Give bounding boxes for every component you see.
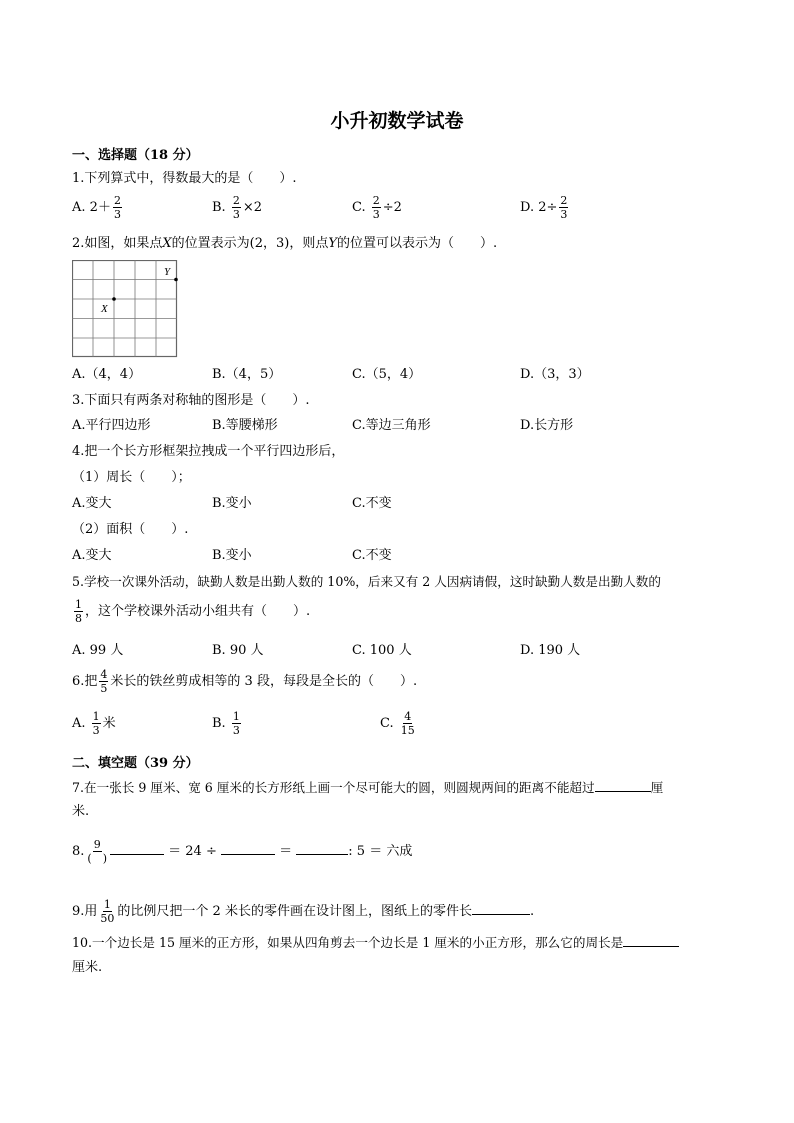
q7-answer-blank[interactable] <box>595 779 651 792</box>
q1-option-a: A. 2＋ $\frac{2}{3}$ <box>72 194 121 221</box>
q8-answer-blank-3[interactable] <box>296 842 348 855</box>
question-2-stem: 2.如图，如果点X的位置表示为(2，3)，则点Y的位置可以表示为（ ）. <box>72 236 498 251</box>
q4p2-option-b: B.变小 <box>212 548 252 563</box>
section-heading-fill: 二、填空题（39 分） <box>72 756 199 771</box>
q2-option-d: D.（3，3） <box>520 367 590 382</box>
question-4-stem: 4.把一个长方形框架拉拽成一个平行四边形后， <box>72 444 345 459</box>
q5-option-d: D. 190 人 <box>520 643 581 658</box>
q1-option-c: C. $\frac{2}{3}$ ÷2 <box>352 194 402 221</box>
q6-option-b: B. $\frac{1}{3}$ <box>212 710 240 737</box>
q1-option-d: D. 2÷ $\frac{2}{3}$ <box>520 194 568 221</box>
question-1-stem: 1.下列算式中，得数最大的是（ ）. <box>72 171 297 186</box>
q6-option-c: C. $\frac{4}{15}$ <box>380 710 415 737</box>
section-heading-choice: 一、选择题（18 分） <box>72 148 199 163</box>
q3-option-c: C.等边三角形 <box>352 418 431 433</box>
q4p2-option-c: C.不变 <box>352 548 392 563</box>
q3-option-d: D.长方形 <box>520 418 574 433</box>
q5-option-b: B. 90 人 <box>212 643 264 658</box>
question-6-stem: 6.把 $\frac{4}{5}$ 米长的铁丝剪成相等的 3 段，每段是全长的（ ）. <box>72 668 418 695</box>
page-title: 小升初数学试卷 <box>330 110 464 132</box>
q4p1-option-c: C.不变 <box>352 496 392 511</box>
question-4-part-2: （2）面积（ ）. <box>72 522 189 537</box>
q3-option-a: A.平行四边形 <box>72 418 151 433</box>
point-y <box>174 278 178 282</box>
question-5-stem: 5.学校一次课外活动，缺勤人数是出勤人数的 10%，后来又有 2 人因病请假，这时缺勤人数是出勤人数的 <box>72 574 661 589</box>
question-4-part-1: （1）周长（ ）； <box>72 470 191 485</box>
q9-answer-blank[interactable] <box>472 902 530 915</box>
question-7-line-1: 7.在一张长 9 厘米、宽 6 厘米的长方形纸上画一个尽可能大的圆，则圆规两间的距离不能超过 厘 <box>72 780 664 795</box>
label-x: X <box>101 303 108 315</box>
q2-option-c: C.（5，4） <box>352 367 422 382</box>
q4p2-option-a: A.变大 <box>72 548 112 563</box>
q2-option-b: B.（4，5） <box>212 367 282 382</box>
q1-option-b: B. $\frac{2}{3}$ ×2 <box>212 194 262 221</box>
grid-border <box>73 261 177 357</box>
question-7-line-2: 米. <box>72 804 90 819</box>
question-3-stem: 3.下面只有两条对称轴的图形是（ ）. <box>72 393 310 408</box>
question-9: 9.用 $\frac{1}{50}$ 的比例尺把一个 2 米长的零件画在设计图上，图纸上的零件长 . <box>72 898 535 925</box>
question-10-line-1: 10.一个边长是 15 厘米的正方形，如果从四角剪去一个边长是 1 厘米的小正方形，那么它的周长是 <box>72 934 679 951</box>
question-10-line-2: 厘米. <box>72 960 103 975</box>
q8-answer-blank-1[interactable] <box>110 842 164 855</box>
q5-option-a: A. 99 人 <box>72 643 124 658</box>
q4p1-option-a: A.变大 <box>72 496 112 511</box>
coordinate-grid-figure <box>72 260 180 360</box>
question-5-stem-2: $\frac{1}{8}$ ，这个学校课外活动小组共有（ ）. <box>75 598 311 625</box>
q4p1-option-b: B.变小 <box>212 496 252 511</box>
q3-option-b: B.等腰梯形 <box>212 418 278 433</box>
q5-option-c: C. 100 人 <box>352 643 412 658</box>
q10-answer-blank[interactable] <box>623 934 679 947</box>
q8-answer-blank-2[interactable] <box>221 842 275 855</box>
q6-option-a: A. $\frac{1}{3}$ 米 <box>72 710 116 737</box>
question-8: 8. $\frac{9}{( )}$ ＝ 24 ÷ ＝ : 5 ＝ 六成 <box>72 838 413 865</box>
point-x <box>112 297 116 301</box>
label-y: Y <box>164 266 171 278</box>
q2-option-a: A.（4，4） <box>72 367 142 382</box>
